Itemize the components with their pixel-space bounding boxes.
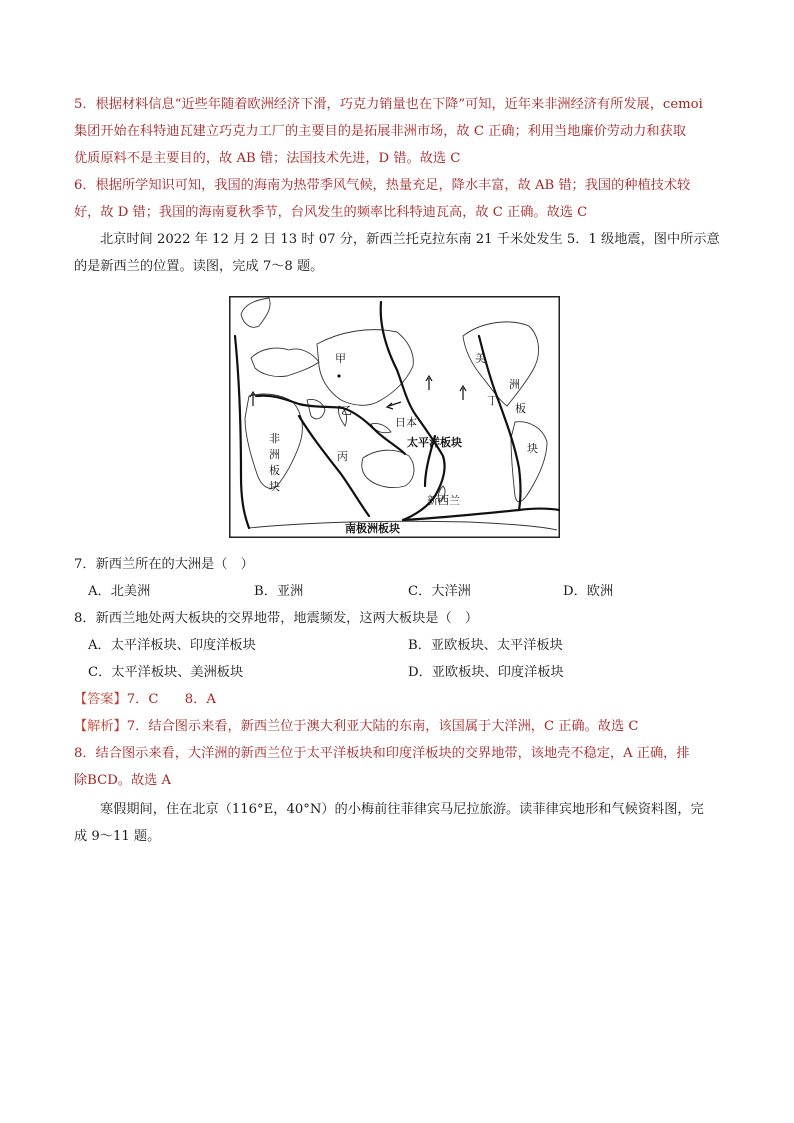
analysis-line-3: 除BCD。故选 A: [74, 773, 172, 788]
label-bing: 丙: [337, 450, 348, 463]
q7-option-d: D．欧洲: [563, 584, 614, 599]
plate-map: [229, 296, 560, 538]
label-japan: 日本: [395, 416, 417, 429]
q5-explanation-line-2: 集团开始在科特迪瓦建立巧克力工厂的主要目的是拓展非洲市场，故 C 正确；利用当地廉价劳动力和获取: [74, 124, 686, 139]
q5-explanation-line-3: 优质原料不是主要目的，故 AB 错；法国技术先进，D 错。故选 C: [74, 151, 461, 166]
q6-explanation-line-2: 好，故 D 错；我国的海南夏秋季节，台风发生的频率比科特迪瓦高，故 C 正确。故选 C: [74, 205, 588, 220]
label-ding: 丁: [487, 394, 498, 407]
q8-option-a: A．太平洋板块、印度洋板块: [88, 638, 256, 653]
q8-option-b: B．亚欧板块、太平洋板块: [408, 638, 563, 653]
q7-option-a: A．北美洲: [88, 584, 151, 599]
label-antarctic-plate: 南极洲板块: [345, 522, 400, 535]
label-yi: 乙: [341, 404, 352, 417]
analysis-line-1: [74, 718, 724, 736]
label-america-2: 洲: [509, 378, 520, 391]
intro-9-11-line-2: 成 9～11 题。: [74, 829, 161, 844]
answer-text: 7．C 8．A: [126, 692, 216, 707]
label-africa-3: 板: [269, 464, 280, 477]
intro-9-11-line-1: 寒假期间，住在北京（116°E，40°N）的小梅前往菲律宾马尼拉旅游。读菲律宾地形和气候资料图，完: [100, 802, 704, 817]
q7-stem: 7．新西兰所在的大洲是（ ）: [74, 557, 254, 572]
q8-stem: 8．新西兰地处两大板块的交界地带，地震频发，这两大板块是（ ）: [74, 611, 479, 626]
intro-7-8-line-2: 的是新西兰的位置。读图，完成 7～8 题。: [74, 259, 324, 274]
label-pacific-plate: 太平洋板块: [407, 436, 462, 449]
label-america-1: 美: [475, 352, 486, 365]
q8-option-d: D．亚欧板块、印度洋板块: [408, 665, 564, 680]
label-africa-2: 洲: [269, 448, 280, 461]
point-jia-marker: [337, 374, 340, 377]
label-africa-4: 块: [269, 480, 280, 493]
plate-map-svg: [229, 296, 560, 538]
q7-option-b: B．亚洲: [254, 584, 304, 599]
label-america-4: 块: [527, 442, 538, 455]
q8-option-c: C．太平洋板块、美洲板块: [88, 665, 244, 680]
label-africa-1: 非: [269, 432, 280, 445]
analysis-text-1: 7．结合图示来看，新西兰位于澳大利亚大陆的东南，该国属于大洋洲，C 正确。故选 C: [126, 719, 639, 734]
analysis-line-2: 8．结合图示来看，大洋洲的新西兰位于太平洋板块和印度洋板块的交界地带，该地壳不稳定，A 正确，排: [74, 746, 690, 761]
q6-explanation-line-1: 6．根据所学知识可知，我国的海南为热带季风气候，热量充足，降水丰富，故 AB 错；我国的种植技术较: [74, 178, 691, 193]
answer-tag: 【答案】: [74, 692, 127, 707]
intro-7-8-line-1: 北京时间 2022 年 12 月 2 日 13 时 07 分，新西兰托克拉东南 21 千米处发生 5．1 级地震，图中所示意: [100, 232, 720, 247]
q5-explanation-line-1: 5．根据材料信息“近些年随着欧洲经济下滑，巧克力销量也在下降”可知，近年来非洲经济有所发展，cemoi: [74, 97, 703, 112]
label-america-3: 板: [515, 402, 526, 415]
label-jia: 甲: [335, 352, 346, 365]
q7-option-c: C．大洋洲: [408, 584, 471, 599]
label-new-zealand: 新西兰: [427, 494, 460, 507]
answer-line: [74, 691, 724, 709]
analysis-tag: 【解析】: [74, 719, 127, 734]
